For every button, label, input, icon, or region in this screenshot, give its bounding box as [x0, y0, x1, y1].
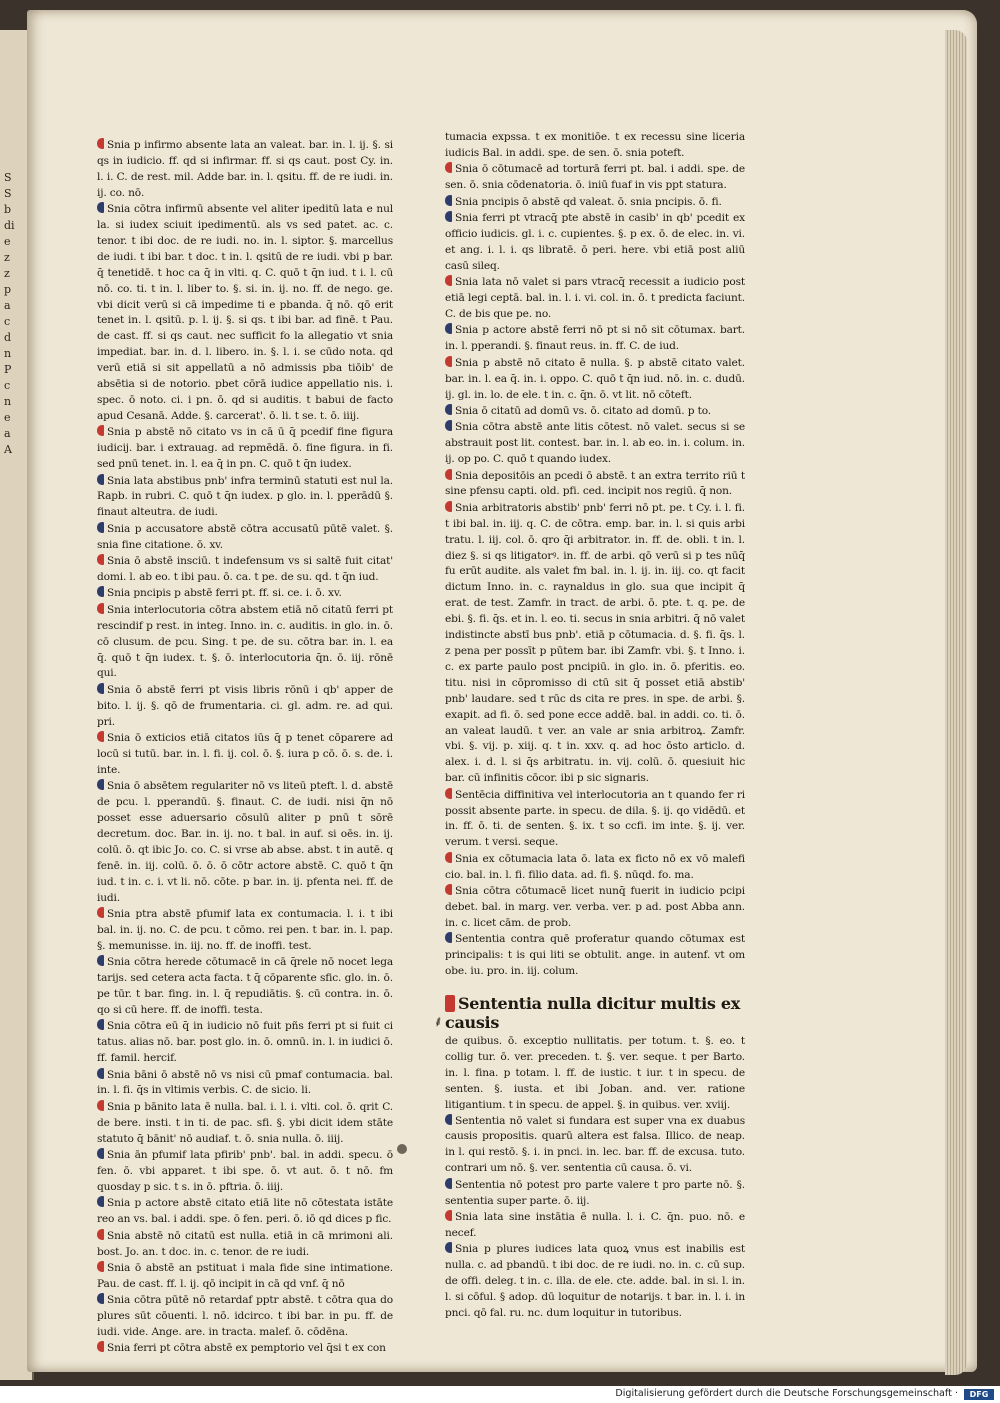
pilcrow-mark	[97, 683, 104, 694]
pilcrow-mark	[445, 420, 452, 431]
text-entry	[445, 1114, 745, 1178]
entry-text: Snia cōtra abstē ante litis cōtest. nō valet. secus si se abstrauit post lit. contest. bar. in. l. ab eo. in. i. colum. in. ij. op po. C. quō t quando iudex.	[445, 421, 745, 466]
text-entry	[445, 130, 745, 162]
text-entry	[97, 603, 393, 683]
pilcrow-mark	[445, 932, 452, 943]
pilcrow-mark	[97, 1148, 104, 1159]
pilcrow-mark	[97, 603, 104, 614]
entry-text: Snia ō abstē ferri pt visis libris rōnū i qb' apper de bito. l. ij. §. qō de frumentaria. ci. gl. adm. re. ad qui. pri.	[97, 683, 393, 728]
margin-fragment: P	[4, 363, 12, 376]
text-entry	[97, 1196, 393, 1228]
pilcrow-mark	[97, 1019, 104, 1030]
text-entry	[445, 195, 745, 211]
pilcrow-mark	[445, 195, 452, 206]
pilcrow-mark	[445, 1114, 452, 1125]
entry-text: Snia ō abstē insciū. t indefensum vs si saltē fuit citat' domi. l. ab eo. t ibi pau. ō. ca. t pe. de su. qd. t q̄n iud.	[97, 555, 393, 583]
text-entry	[445, 501, 745, 787]
text-entry	[97, 1293, 393, 1341]
text-entry	[445, 884, 745, 932]
pilcrow-mark	[97, 586, 104, 597]
text-entry	[97, 1229, 393, 1261]
entry-text: Snia p abstē nō citato ē nulla. §. p abstē citato valet. bar. in. l. ea q̄. in. i. oppo. C. quō t q̄n iud. nō. in. c. dudū. ij. gl. in. lo. de ele. t in. c. q̄n. ō. vt lit. nō cōteft.	[445, 356, 745, 401]
margin-fragment: c	[4, 315, 11, 328]
entry-text: Snia p actore abstē citato etiā lite nō cōtestata istāte reo an vs. bal. i addi. spe. ō fen. peri. ō. iō qd dices p fic.	[97, 1197, 393, 1226]
pilcrow-mark	[445, 1178, 452, 1189]
dfg-logo: DFG	[964, 1389, 994, 1400]
text-entry	[97, 955, 393, 1019]
entry-text: Snia pncipis p abstē ferri pt. ff. si. ce. i. ō. xv.	[107, 587, 342, 600]
text-entry	[445, 211, 745, 275]
text-entry	[445, 788, 745, 852]
text-entry	[97, 1148, 393, 1196]
pilcrow-mark	[97, 138, 104, 149]
pilcrow-mark	[97, 1100, 104, 1111]
pilcrow-mark	[97, 1229, 104, 1240]
margin-fragment: c	[4, 379, 11, 392]
text-entry	[445, 469, 745, 501]
text-entry	[445, 356, 745, 404]
text-entry	[97, 779, 393, 906]
margin-fragment: d	[4, 331, 12, 344]
entry-text: Snia interlocutoria cōtra abstem etiā nō citatū ferri pt rescindif p rest. in integ. Inno. in. c. auditis. in glo. in. ō. cō clusum. de pcu. Sing. t pe. de su. cōtra bar. in. l. ea q̄. quō t q̄n iudex. t. §. ō. interlocutoria q̄n. ō. iij. rōnē qui.	[97, 603, 393, 680]
text-entry	[97, 474, 393, 522]
entry-text: Sentēcia diffinitiva vel interlocutoria an t quando fer ri possit absente parte. in specu. de dila. §. ij. qo vidēdū. et in. ff. ō. ti. de senten. §. ix. t so ccfi. im inte. §. ij. ver. verum. t versi. seque.	[445, 788, 745, 849]
entry-text: Snia ō exticios etiā citatos iūs q̄ p tenet cōparere ad locū si tutū. bar. in. l. fi. ij. col. ō. §. iura p cō. ō. s. de. i. inte.	[97, 732, 393, 776]
entry-text: Snia arbitratoris abstib' pnb' ferri nō pt. pe. t Cy. i. l. fi. t ibi bal. in. iij. q. C. de cōtra. emp. bar. in. l. si quis arbi tratu. l. iij. col. ō. qro q̄i arbitrator. in. ff. de. obli. t in. l. diez §. si qs litigatorꝰ. in. ff. de arbi. qō verū si p tes nūq̄ fu erūt audite. als valet fm bal. in. l. ij. in. iij. co. qt facit dictum Inno. in. c. raynaldus in glo. sua que incipit q̄ erat. de test. Zamfr. in tract. de arbi. ō. pte. t. q. pe. de ebi. §. fi. q̄s. et in. l. eo. ti. secus in snia arbitri. q̄ nō valet indistincte abstī bus pnb'. etiā p cōtumacia. d. §. fi. q̄s. l. z pena per possīt p pūtem bar. ibi Zamfr. vbi. §. t Inno. i. c. ex parte paulo post pncipiū. in glo. in. ō. pferitis. eo. titu. nisi in cōpromisso di ctū sit q̄ posset etiā abstib' pnb' laudare. sed t rūc ds cita re pres. in spe. de arbi. §. exapit. ad fi. ō. sed pone ecce addē. bal. in addi. co. ti. ō. an valeat laudū. t ver. an vale ar snia arbitroꝝ. Zamfr. vbi. §. vij. p. xiij. q. t in. xxv. q. ad hoc ōsto articlo. d. alex. i. d. l. si q̄s arbitratu. in. vij. colū. ō. quesiuit hic bar. cū infinitis cōcor. ibi p sic signaris.	[445, 501, 745, 785]
text-entry	[97, 683, 393, 731]
entry-text: Snia ferri pt vtracq̄ pte abstē in casib' in qb' pcedit ex officio iudicis. gl. i. c. cupientes. §. p ex. ō. de elec. in. vi. et ang. i. l. i. qs libratē. ō peri. here. vbi etiā post aliū casū sileq.	[445, 212, 745, 272]
text-entry	[97, 522, 393, 554]
pilcrow-mark	[97, 731, 104, 742]
text-entry	[445, 404, 745, 420]
text-entry	[445, 932, 745, 980]
page-stack-edge	[945, 30, 967, 1375]
text-entry	[445, 162, 745, 194]
entry-text: Snia ō abstē an pstituat i mala fide sine intimatione. Pau. de cast. ff. l. ij. qō incipit in cā qd vnf. q̄ nō	[97, 1261, 393, 1290]
entry-text: Snia ferri pt cōtra abstē ex pemptorio vel q̄si t ex con	[107, 1342, 386, 1355]
text-entry	[445, 852, 745, 884]
entry-text: Snia ō absētem regulariter nō vs liteū pteft. l. d. abstē de pcu. l. pperandū. §. finaut. C. de iudi. nisi q̄n nō posset esse aduersario cōsulū aliter p pnū t sōrē decretum. doc. Bar. in. ij. no. t bal. in auf. si oēs. in. ij. colū. ō. qt ibic Jo. co. C. si vrse ab abse. abst. t in autē. q fenē. in. iij. colū. ō. ō. ō cōtr actore abstē. C. quō t q̄n iud. t in. c. i. vt li. nō. cōte. p bar. in. ij. pfenta nei. ff. de iudi.	[97, 780, 393, 904]
pilcrow-mark	[445, 211, 452, 222]
margin-fragment: e	[4, 411, 11, 424]
pilcrow-mark	[445, 852, 452, 863]
entry-text: Snia lata sine instātia ē nulla. l. i. C. q̄n. puo. nō. e necef.	[445, 1211, 745, 1239]
pilcrow-mark	[445, 788, 452, 799]
entry-text: Snia ex cōtumacia lata ō. lata ex ficto nō ex vō malefi cio. bal. in. l. fi. filio data. ad. fi. §. nūqd. fo. ma.	[445, 852, 745, 881]
pilcrow-mark	[97, 522, 104, 533]
entry-text: tumacia expssa. t ex monitiōe. t ex recessu sine liceria iudicis Bal. in addi. spe. de sen. ō. snia poteft.	[445, 131, 745, 159]
text-entry	[97, 731, 393, 779]
margin-fragment: z	[4, 251, 10, 264]
text-entry	[97, 586, 393, 602]
pilcrow-mark	[445, 884, 452, 895]
margin-fragment: b	[4, 203, 12, 216]
entry-text: Snia bāni ō abstē nō vs nisi cū pmaf contumacia. bal. in. l. fi. q̄s in vltimis verbis. C. de sicio. li.	[97, 1068, 393, 1097]
pilcrow-mark	[97, 1196, 104, 1207]
pilcrow-mark	[97, 907, 104, 918]
pilcrow-mark	[445, 356, 452, 367]
entry-text: Snia pncipis ō abstē qd valeat. ō. snia pncipis. ō. fi.	[455, 195, 722, 208]
pilcrow-mark	[97, 1261, 104, 1272]
text-entry	[97, 1341, 393, 1357]
entry-text: Snia p abstē nō citato vs in cā ū q̄ pcedif fine figura iudicij. bar. i extrauag. ad repmēdā. ō. fine figura. in fi. sed pnū tenet. in. l. ea q̄ in pn. C. quō t q̄n iudex.	[97, 426, 393, 471]
pilcrow-mark	[97, 554, 104, 565]
text-entry	[97, 1068, 393, 1100]
entry-text: Snia lata nō valet si pars vtracq̄ recessit a iudicio post etiā legi ceptā. bal. in. l. i. vi. col. in. ō. t predicta faciunt. C. de bis que pe. no.	[445, 276, 745, 320]
margin-fragment: n	[4, 395, 12, 408]
margin-fragment: p	[4, 283, 12, 296]
text-entry	[445, 1210, 745, 1242]
margin-fragment: n	[4, 347, 12, 360]
pilcrow-mark	[445, 501, 452, 512]
margin-fragment: z	[4, 267, 10, 280]
text-entry	[97, 1100, 393, 1148]
pilcrow-mark	[445, 404, 452, 415]
section-heading: Sententia nulla dicitur multis ex causis	[445, 994, 740, 1033]
margin-fragment: S	[4, 171, 12, 184]
margin-fragment: a	[4, 427, 11, 440]
margin-fragment: di	[4, 219, 15, 232]
pilcrow-mark	[97, 202, 104, 213]
pilcrow-mark	[445, 323, 452, 334]
entry-text: Sententia contra quē proferatur quando cōtumax est principalis: t is qui liti se obtulit. ange. in autenf. vt om obe. iu. pro. in. iij. colum.	[445, 933, 745, 978]
text-entry	[97, 1019, 393, 1067]
entry-text: Snia cōtra cōtumacē licet nunq̄ fuerit in iudicio pcipi debet. bal. in marg. ver. verba. ver. p ad. post Abba ann. in. c. licet cām. de prob.	[445, 885, 745, 929]
pilcrow-mark	[97, 1068, 104, 1079]
text-entry	[97, 138, 393, 202]
entry-text: Snia ptra abstē pfumif lata ex contumacia. l. i. t ibi bal. in. ij. no. C. de pcu. t cōmo. rei pen. t bar. in. l. pap. §. memunisse. in. iij. no. ff. de inoffi. test.	[97, 908, 393, 952]
text-entry	[97, 554, 393, 586]
text-entry	[445, 275, 745, 323]
heading-continuation: de quibus. ō. exceptio nullitatis. per totum. t. §. eo. t collig tur. ō. ver. preceden. t. §. ver. seque. t per Barto. in. l. fina. p totam. l. ff. de iustic. t iur. t in specu. de senten. §. iusta. et ibi Joban. and. ver. ratione litigantium. t in specu. de appel. §. in quibus. ver. xviij.	[445, 1035, 745, 1111]
entry-text: Snia p bānito lata ē nulla. bal. i. l. i. vlti. col. ō. qrit C. de bere. insti. t in ti. de pac. sfi. §. ybi dicit idem stāte statuto q̄ bānit' nō audiaf. t. ō. snia nulla. ō. iiij.	[97, 1100, 393, 1145]
pilcrow-mark	[97, 425, 104, 436]
margin-fragment: a	[4, 299, 11, 312]
margin-fragment: e	[4, 235, 11, 248]
left-text-column	[97, 138, 393, 1358]
right-text-column	[445, 130, 745, 1322]
text-entry	[445, 1178, 745, 1210]
entry-text: Snia abstē nō citatū est nulla. etiā in cā mrimoni ali. bost. Jo. an. t doc. in. c. tenor. de re iudi.	[97, 1229, 393, 1258]
entry-text: Snia ān pfumif lata pfirib' pnb'. bal. in addi. specu. ō fen. ō. vbi apparet. t ibi spe. ō. vt aut. ō. t nō. fm quosday p sic. t s. in ō. pftria. ō. iiij.	[97, 1149, 393, 1193]
entry-text: Snia cōtra infirmū absente vel aliter ipeditū lata e nul la. si iudex sciuit ipedimentū. als vs sed patet. ac. c. tenor. t ibi doc. de re iudi. no. in. l. siptor. §. marcellus de iudi. t ibi bar. t doc. t in. l. qsitū de re iudi. vbi p bar. q̄ tenetidē. t hoc ca q̄ in vlti. q. C. quō t q̄n iud. t i. l. cū nō. co. ti. t in. l. liber to. §. si. in. ij. no. ff. de nego. ge. vbi dicit verū si cā impedime ti e pbanda. q̄ nō. qō erit tenet in. l. qsitū. p. l. ij. §. si qs. t ibi bar. ad finē. t Pau. de cast. ff. si qs caut. nec sufficit fo la allegatio vt snia impediat. bar. in. d. l. libero. in. §. l. i. se cūdo nota. qd verū etiā si sit appellatū a nō admissis pba tiōib' de absētia si de notorio. pbet cōrā iudice appellatio nis. i. spec. ō noto. ci. i pn. ō. qd si auditis. t babui de facto apud Cesanā. Adde. §. carcerat'. ō. li. t se. t. ō. iiij.	[97, 203, 393, 422]
text-entry	[97, 425, 393, 473]
pilcrow-mark	[97, 779, 104, 790]
text-entry	[445, 420, 745, 468]
paper-spot	[397, 1144, 407, 1154]
red-initial	[445, 995, 455, 1012]
entry-text: Snia p plures iudices lata quoꝝ vnus est inabilis est nulla. c. ad pbandū. t ibi doc. de re iudi. no. in. c. cū sup. de offi. deleg. t in. c. illa. de ele. cte. adde. bal. in si. l. in. l. si cōful. § adop. dū loquitur de notarijs. t bar. in. l. i. in pnci. qō fal. ru. nc. dum loquitur in tutoribus.	[445, 1243, 745, 1319]
pilcrow-mark	[445, 162, 452, 173]
pilcrow-mark	[445, 469, 452, 480]
entry-text: Snia cōtra eū q̄ in iudicio nō fuit pñs ferri pt si fuit ci tatus. alias nō. bar. post glo. in. ō. omnū. in. l. in iudici ō. ff. famil. hercif.	[97, 1020, 393, 1065]
margin-fragment: S	[4, 187, 12, 200]
pilcrow-mark	[97, 955, 104, 966]
text-entry	[445, 323, 745, 355]
entry-text: Snia ō citatū ad domū vs. ō. citato ad domū. p to.	[455, 404, 711, 417]
pilcrow-mark	[97, 1293, 104, 1304]
entry-text: Snia p accusatore abstē cōtra accusatū pūtē valet. §. snia fine citatione. ō. xv.	[97, 522, 393, 551]
entry-text: Snia lata abstibus pnb' infra terminū statuti est nul la. Rapb. in rubri. C. quō t q̄n iudex. p glo. in. l. pperādū §. finaut alteutra. de iudi.	[97, 474, 393, 519]
entry-text: Sententia nō potest pro parte valere t pro parte nō. §. sententia super parte. ō. iij.	[445, 1178, 745, 1207]
text-entry	[445, 1242, 745, 1322]
entry-text: Snia p actore abstē ferri nō pt si nō sit cōtumax. bart. in. l. pperandi. §. finaut reus. in. ff. C. de iud.	[445, 324, 745, 353]
entry-text: Sententia nō valet si fundara est super vna ex duabus causis propositis. quarū altera est falsa. Illico. de neap. in l. qui restō. §. i. in pnci. in. lec. bar. ff. de excusa. tuto. contrari um nō. §. ver. sententia cū causa. ō. vi.	[445, 1114, 745, 1175]
pilcrow-mark	[97, 1341, 104, 1352]
text-entry	[97, 1261, 393, 1293]
entry-text: Snia cōtra herede cōtumacē in cā q̄rele nō nocet lega tarijs. sed cetera acta facta. t q̄ cōparente sfic. glo. in. ō. pe tūr. t bar. fing. in. l. q̄ repudiātis. §. cū contra. in. ō. qo si cū here. ff. de inoffi. testa.	[97, 956, 393, 1016]
entry-text: Snia ō cōtumacē ad torturā ferri pt. bal. i addi. spe. de sen. ō. snia cōdenatoria. ō. iniū fuaf in vis ppt statura.	[445, 163, 745, 192]
digitization-footer	[0, 1386, 1000, 1403]
text-entry	[97, 202, 393, 425]
entry-text: Snia depositōis an pcedi ō abstē. t an extra territo riū t sine pfensu capti. old. pfi. ced. incipit nos regiū. q̄ non.	[445, 469, 745, 498]
entry-text: Snia p infirmo absente lata an valeat. bar. in. l. ij. §. si qs in iudicio. ff. qd si infirmar. ff. si qs caut. post Cy. in. l. i. C. de rest. mil. Adde bar. in. l. qsitu. ff. de re iudi. in. ij. co. nō.	[97, 139, 393, 199]
text-entry	[97, 907, 393, 955]
pilcrow-mark	[445, 1210, 452, 1221]
pilcrow-mark	[445, 275, 452, 286]
pilcrow-mark	[445, 1242, 452, 1253]
margin-fragment: A	[4, 443, 12, 456]
manuscript-mark: ⸙	[431, 1012, 446, 1032]
pilcrow-mark	[97, 474, 104, 485]
entry-text: Snia cōtra pūtē nō retardaf pptr abstē. t cōtra qua do plures sūt cōuenti. l. nō. idcirco. t ibi bar. in pu. ff. de iudi. vide. Ange. are. in tracta. malef. ō. cōdēna.	[97, 1294, 393, 1339]
footer-credit: Digitalisierung gefördert durch die Deutsche Forschungsgemeinschaft ·	[615, 1388, 958, 1399]
